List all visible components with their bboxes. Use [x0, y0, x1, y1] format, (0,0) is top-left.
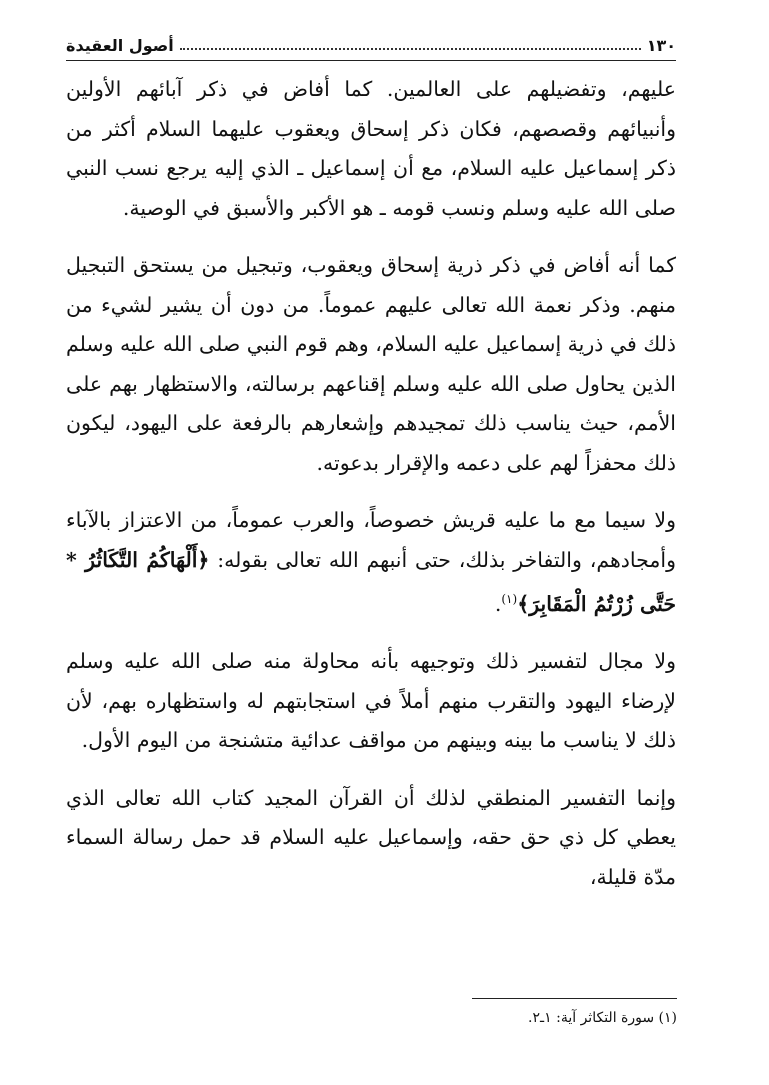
- paragraph-1: [66, 70, 676, 228]
- footnote: (١) سورة التكاثر آية: ١ـ٢.: [528, 1010, 677, 1026]
- paragraph-3-text: ولا سيما مع ما عليه قريش خصوصاً، والعرب عموماً، من الاعتزاز بالآباء وأمجادهم، والتفاخر بذلك، حتى أنبهم الله تعالى بقوله:: [66, 508, 676, 572]
- footnote-reference: (١): [501, 592, 518, 606]
- paragraph-2-text: كما أنه أفاض في ذكر ذرية إسحاق ويعقوب، وتبجيل من يستحق التبجيل منهم. وذكر نعمة الله تعالى عليهم عموماً. من دون أن يشير لشيء من ذلك في ذرية إسماعيل عليه السلام، وهم قوم النبي صلى الله عليه وسلم الذين يحاول صلى الله عليه وسلم إقناعهم برسالته، والاستظهار بهم على الأمم، حيث يناسب ذلك تمجيدهم وإشعارهم بالرفعة على اليهود، ليكون ذلك محفزاً لهم على دعمه والإقرار بدعوته.: [66, 253, 676, 475]
- paragraph-1-text: عليهم، وتفضيلهم على العالمين. كما أفاض في ذكر آبائهم الأولين وأنبيائهم وقصصهم، فكان ذكر إسحاق ويعقوب عليهما السلام أكثر من ذكر إسماعيل عليه السلام، مع أن إسماعيل ـ الذي إليه يرجع نسب النبي صلى الله عليه وسلم ونسب قومه ـ هو الأكبر والأسبق في الوصية.: [66, 77, 676, 220]
- page-number: ١٣٠: [646, 35, 676, 55]
- paragraph-3-end: .: [494, 591, 502, 616]
- header-dotted-leader: [180, 40, 641, 50]
- page-header: [66, 30, 676, 61]
- paragraph-4-text: ولا مجال لتفسير ذلك وتوجيهه بأنه محاولة منه صلى الله عليه وسلم لإرضاء اليهود والتقرب منهم أملاً في استجابتهم له واستظهاره بهم، لأن ذلك لا يناسب ما بينه وبينهم من مواقف عدائية متشنجة من اليوم الأول.: [66, 649, 676, 753]
- paragraph-5: [66, 779, 676, 898]
- main-text: [66, 70, 676, 915]
- paragraph-4: [66, 642, 676, 761]
- footnote-divider: [472, 998, 677, 999]
- quran-verse: ﴿أَلْهَاكُمُ التَّكَاثُرُ * حَتَّى زُرْتُمُ الْمَقَابِرَ﴾: [66, 547, 676, 616]
- paragraph-2: [66, 246, 676, 483]
- paragraph-3: [66, 501, 676, 624]
- paragraph-5-text: وإنما التفسير المنطقي لذلك أن القرآن المجيد كتاب الله تعالى الذي يعطي كل ذي حق حقه، وإسماعيل عليه السلام قد حمل رسالة السماء مدّة قليلة،: [66, 785, 676, 889]
- book-title: أصول العقيدة: [66, 35, 174, 55]
